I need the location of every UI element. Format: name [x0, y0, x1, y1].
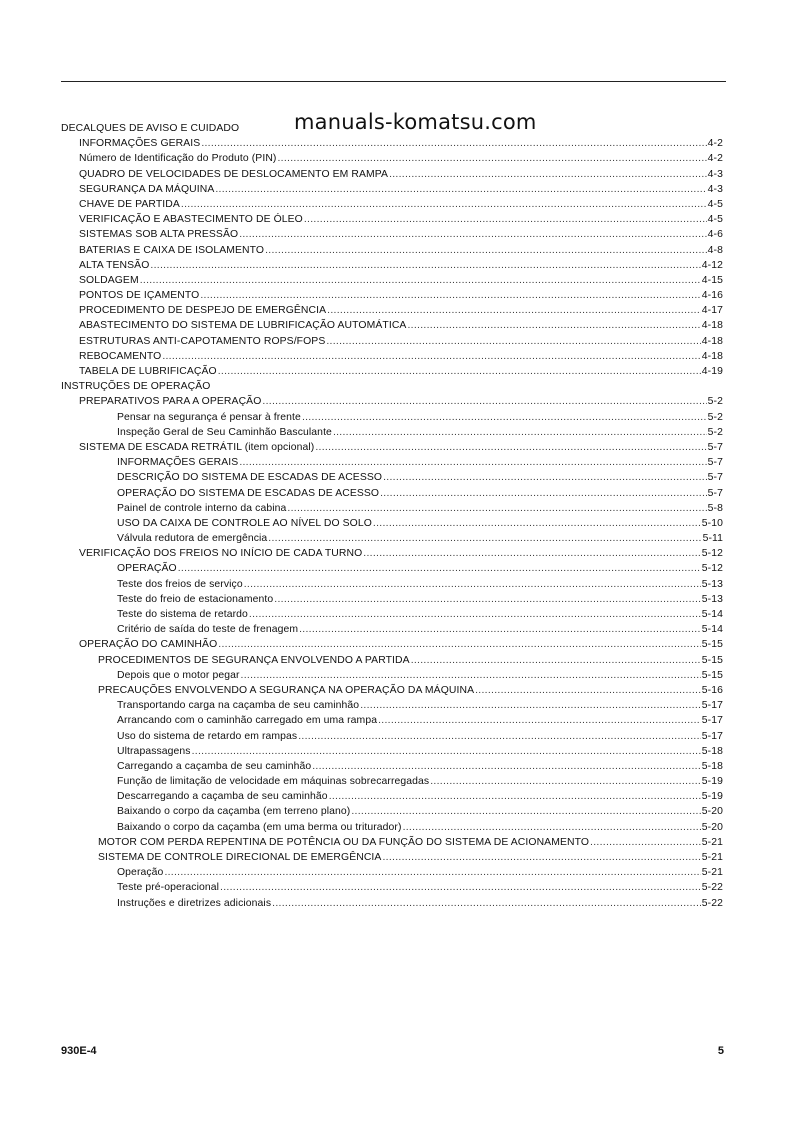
toc-entry-label: PROCEDIMENTOS DE SEGURANÇA ENVOLVENDO A PARTIDA	[98, 654, 410, 666]
toc-dot-leader	[430, 774, 701, 789]
toc-dot-leader	[218, 364, 701, 379]
toc-entry	[61, 227, 723, 242]
toc-entry	[61, 820, 723, 835]
toc-dot-leader	[215, 182, 706, 197]
toc-entry-page: 5-20	[701, 821, 723, 833]
toc-dot-leader	[140, 273, 701, 288]
toc-dot-leader	[389, 167, 707, 182]
toc-entry-page: 4-6	[707, 229, 723, 241]
toc-entry-label: Número de Identificação do Produto (PIN)	[79, 153, 277, 165]
toc-entry-label: Baixando o corpo da caçamba (em uma berma ou triturador)	[117, 821, 402, 833]
toc-entry-label: SOLDAGEM	[79, 274, 139, 286]
toc-entry	[61, 410, 723, 425]
toc-entry	[61, 850, 723, 865]
toc-entry	[61, 516, 723, 531]
toc-entry-page: 5-15	[701, 669, 723, 681]
toc-entry-label: Carregando a caçamba de seu caminhão	[117, 760, 312, 772]
toc-entry-page: 5-7	[707, 441, 723, 453]
toc-entry-label: INFORMAÇÕES GERAIS	[117, 457, 239, 469]
toc-entry-label: Uso do sistema de retardo em rampas	[117, 730, 298, 742]
toc-entry-label: Inspeção Geral de Seu Caminhão Basculante	[117, 426, 332, 438]
toc-entry	[61, 501, 723, 516]
toc-entry-page: 5-2	[707, 411, 723, 423]
toc-entry-page: 5-13	[701, 593, 723, 605]
toc-entry-label: DESCRIÇÃO DO SISTEMA DE ESCADAS DE ACESSO	[117, 472, 383, 484]
toc-entry-label: Instruções e diretrizes adicionais	[117, 897, 272, 909]
toc-entry	[61, 440, 723, 455]
toc-dot-leader	[373, 516, 701, 531]
footer-model: 930E-4	[61, 1045, 97, 1057]
toc-dot-leader	[403, 820, 701, 835]
toc-entry-page: 5-18	[701, 745, 723, 757]
toc-entry-page: 4-5	[707, 198, 723, 210]
toc-entry-page: 5-22	[701, 882, 723, 894]
toc-entry-label: OPERAÇÃO DO SISTEMA DE ESCADAS DE ACESSO	[117, 487, 380, 499]
toc-entry-label: BATERIAS E CAIXA DE ISOLAMENTO	[79, 244, 265, 256]
toc-entry-page: 5-14	[701, 624, 723, 636]
toc-entry-label: Função de limitação de velocidade em máquinas sobrecarregadas	[117, 776, 430, 788]
toc-dot-leader	[382, 850, 700, 865]
toc-entry	[61, 865, 723, 880]
toc-dot-leader	[590, 835, 701, 850]
toc-entry-label: Teste pré-operacional	[117, 882, 220, 894]
toc-entry-page: 5-22	[701, 897, 723, 909]
toc-entry	[61, 379, 723, 394]
toc-entry	[61, 470, 723, 485]
toc-entry	[61, 212, 723, 227]
toc-entry	[61, 425, 723, 440]
toc-entry	[61, 713, 723, 728]
toc-entry-page: 5-21	[701, 867, 723, 879]
toc-entry-page: 4-15	[701, 274, 723, 286]
toc-dot-leader	[360, 698, 701, 713]
toc-entry	[61, 167, 723, 182]
toc-entry-label: Depois que o motor pegar	[117, 669, 240, 681]
toc-dot-leader	[327, 303, 701, 318]
toc-dot-leader	[378, 713, 701, 728]
toc-entry	[61, 303, 723, 318]
table-of-contents	[61, 121, 723, 911]
toc-dot-leader	[302, 410, 707, 425]
toc-dot-leader	[218, 637, 701, 652]
toc-dot-leader	[150, 258, 700, 273]
toc-entry-page: 5-7	[707, 487, 723, 499]
toc-dot-leader	[268, 531, 701, 546]
toc-entry-label: INSTRUÇÕES DE OPERAÇÃO	[61, 381, 211, 393]
toc-entry-label: INFORMAÇÕES GERAIS	[79, 138, 201, 150]
toc-entry	[61, 744, 723, 759]
toc-entry-page: 5-12	[701, 563, 723, 575]
toc-entry-label: Teste do sistema de retardo	[117, 609, 248, 620]
toc-entry	[61, 455, 723, 470]
toc-dot-leader	[407, 318, 700, 333]
toc-entry	[61, 683, 723, 698]
toc-dot-leader	[277, 151, 706, 166]
toc-entry-page: 4-18	[701, 335, 723, 347]
toc-entry-page: 5-17	[701, 700, 723, 712]
toc-entry-label: Transportando carga na caçamba de seu caminhão	[117, 700, 360, 712]
toc-entry-page: 4-3	[707, 168, 723, 180]
toc-entry-page: 5-15	[701, 639, 723, 651]
toc-entry-label: USO DA CAIXA DE CONTROLE AO NÍVEL DO SOLO	[117, 517, 372, 529]
toc-dot-leader	[239, 455, 706, 470]
toc-entry-label: MOTOR COM PERDA REPENTINA DE POTÊNCIA OU DA FUNÇÃO DO SISTEMA DE ACIONAMENTO	[98, 836, 590, 848]
header-rule	[61, 81, 726, 82]
toc-entry	[61, 729, 723, 744]
toc-entry	[61, 151, 723, 166]
toc-dot-leader	[220, 880, 701, 895]
watermark: manuals-komatsu.com	[294, 110, 537, 134]
toc-entry-page: 5-8	[707, 502, 723, 514]
toc-entry	[61, 774, 723, 789]
toc-entry	[61, 121, 723, 136]
toc-entry	[61, 577, 723, 592]
toc-entry	[61, 607, 723, 622]
toc-entry-label: SEGURANÇA DA MÁQUINA	[79, 183, 215, 195]
toc-entry-label: Critério de saída do teste de frenagem	[117, 624, 299, 636]
toc-entry	[61, 334, 723, 349]
toc-entry	[61, 653, 723, 668]
toc-entry-label: Pensar na segurança é pensar à frente	[117, 411, 301, 423]
toc-entry-label: DECALQUES DE AVISO E CUIDADO	[61, 123, 240, 134]
toc-entry-page: 5-11	[702, 533, 723, 545]
toc-entry-page: 4-12	[701, 259, 723, 271]
toc-dot-leader	[383, 470, 707, 485]
toc-entry-label: SISTEMA DE CONTROLE DIRECIONAL DE EMERGÊNCIA	[98, 852, 382, 863]
toc-dot-leader	[164, 865, 700, 880]
toc-entry-page: 5-7	[707, 457, 723, 469]
toc-dot-leader	[178, 561, 701, 576]
toc-entry-page: 4-2	[707, 153, 723, 165]
toc-entry	[61, 364, 723, 379]
toc-dot-leader	[287, 501, 706, 516]
toc-entry-label: PROCEDIMENTO DE DESPEJO DE EMERGÊNCIA	[79, 305, 327, 317]
toc-entry	[61, 243, 723, 258]
toc-entry-page: 5-19	[701, 776, 723, 788]
toc-entry-page: 4-19	[701, 366, 723, 377]
toc-dot-leader	[192, 744, 701, 759]
toc-entry-page: 4-3	[707, 183, 723, 195]
toc-entry	[61, 197, 723, 212]
toc-entry	[61, 349, 723, 364]
toc-dot-leader	[380, 486, 707, 501]
toc-dot-leader	[304, 212, 707, 227]
toc-dot-leader	[239, 227, 706, 242]
toc-entry-label: QUADRO DE VELOCIDADES DE DESLOCAMENTO EM RAMPA	[79, 168, 389, 180]
toc-dot-leader	[315, 440, 706, 455]
toc-entry	[61, 182, 723, 197]
toc-entry-label: Teste do freio de estacionamento	[117, 593, 274, 605]
toc-entry-label: Arrancando com o caminhão carregado em uma rampa	[117, 715, 378, 727]
toc-entry-page: 5-10	[701, 517, 723, 529]
toc-entry-label: Baixando o corpo da caçamba (em terreno plano)	[117, 806, 351, 818]
toc-entry-label: VERIFICAÇÃO E ABASTECIMENTO DE ÓLEO	[79, 214, 303, 226]
toc-dot-leader	[326, 334, 700, 349]
toc-entry-page: 4-16	[701, 290, 723, 302]
toc-entry-page: 5-17	[701, 715, 723, 727]
toc-dot-leader	[201, 136, 706, 151]
toc-entry-page: 5-18	[701, 760, 723, 772]
toc-entry	[61, 789, 723, 804]
toc-dot-leader	[299, 622, 701, 637]
toc-entry	[61, 804, 723, 819]
toc-dot-leader	[411, 653, 701, 668]
toc-entry-label: SISTEMAS SOB ALTA PRESSÃO	[79, 229, 239, 241]
toc-entry	[61, 273, 723, 288]
toc-entry	[61, 258, 723, 273]
toc-entry-label: SISTEMA DE ESCADA RETRÁTIL (item opcional)	[79, 441, 315, 453]
toc-entry-page: 4-5	[707, 214, 723, 226]
toc-dot-leader	[298, 729, 701, 744]
toc-dot-leader	[262, 394, 706, 409]
toc-dot-leader	[200, 288, 700, 303]
toc-dot-leader	[329, 789, 701, 804]
toc-entry-page: 5-12	[701, 548, 723, 560]
toc-entry-label: Operação	[117, 867, 164, 879]
toc-entry	[61, 592, 723, 607]
footer-page-number: 5	[717, 1045, 724, 1057]
toc-dot-leader	[274, 592, 701, 607]
toc-entry-label: Painel de controle interno da cabina	[117, 502, 287, 514]
toc-entry	[61, 136, 723, 151]
toc-entry	[61, 835, 723, 850]
toc-dot-leader	[162, 349, 700, 364]
toc-entry-page: 5-20	[701, 806, 723, 818]
toc-entry	[61, 668, 723, 683]
toc-entry-label: ALTA TENSÃO	[79, 259, 150, 271]
toc-entry-label: REBOCAMENTO	[79, 350, 162, 362]
toc-entry	[61, 637, 723, 652]
toc-entry-page: 5-15	[701, 654, 723, 666]
toc-entry-label: PONTOS DE IÇAMENTO	[79, 290, 200, 302]
toc-dot-leader	[333, 425, 707, 440]
toc-entry-page: 5-14	[701, 609, 723, 620]
toc-entry-label: ABASTECIMENTO DO SISTEMA DE LUBRIFICAÇÃO AUTOMÁTICA	[79, 320, 407, 332]
toc-dot-leader	[363, 546, 701, 561]
toc-entry	[61, 546, 723, 561]
toc-entry-page: 5-19	[701, 791, 723, 803]
toc-entry-label: OPERAÇÃO	[117, 563, 177, 575]
toc-entry-label: TABELA DE LUBRIFICAÇÃO	[79, 366, 217, 377]
toc-entry-label: Ultrapassagens	[117, 745, 191, 757]
toc-dot-leader	[241, 668, 701, 683]
toc-dot-leader	[312, 759, 701, 774]
toc-entry-page: 4-2	[707, 138, 723, 150]
toc-entry-page: 4-18	[701, 320, 723, 332]
toc-dot-leader	[249, 607, 701, 622]
toc-entry-page: 5-16	[701, 684, 723, 696]
toc-entry-label: Teste dos freios de serviço	[117, 578, 243, 590]
toc-entry-page: 5-2	[707, 396, 723, 408]
toc-entry	[61, 318, 723, 333]
toc-dot-leader	[272, 896, 701, 911]
toc-entry-page: 5-2	[707, 426, 723, 438]
toc-entry-page: 5-17	[701, 730, 723, 742]
toc-entry-page: 4-8	[707, 244, 723, 256]
toc-entry	[61, 896, 723, 911]
toc-dot-leader	[475, 683, 701, 698]
toc-entry	[61, 561, 723, 576]
toc-entry-page: 4-18	[701, 350, 723, 362]
toc-entry-label: ESTRUTURAS ANTI-CAPOTAMENTO ROPS/FOPS	[79, 335, 326, 347]
toc-entry-label: VERIFICAÇÃO DOS FREIOS NO INÍCIO DE CADA TURNO	[79, 548, 363, 560]
toc-entry	[61, 698, 723, 713]
toc-entry	[61, 759, 723, 774]
toc-entry-label: PRECAUÇÕES ENVOLVENDO A SEGURANÇA NA OPERAÇÃO DA MÁQUINA	[98, 684, 475, 696]
toc-entry-page: 5-7	[707, 472, 723, 484]
toc-dot-leader	[351, 804, 700, 819]
toc-entry-page: 5-21	[701, 836, 723, 848]
toc-entry	[61, 880, 723, 895]
toc-entry-label: CHAVE DE PARTIDA	[79, 198, 180, 210]
toc-dot-leader	[265, 243, 707, 258]
toc-entry-label: Descarregando a caçamba de seu caminhão	[117, 791, 328, 803]
toc-entry-page: 5-21	[701, 852, 723, 863]
toc-entry-page: 4-17	[701, 305, 723, 317]
toc-entry-label: PREPARATIVOS PARA A OPERAÇÃO	[79, 396, 262, 408]
toc-entry-page: 5-13	[701, 578, 723, 590]
toc-entry	[61, 288, 723, 303]
toc-entry-label: OPERAÇÃO DO CAMINHÃO	[79, 639, 218, 651]
toc-dot-leader	[244, 577, 701, 592]
toc-entry	[61, 622, 723, 637]
toc-dot-leader	[181, 197, 707, 212]
toc-entry	[61, 531, 723, 546]
toc-entry-label: Válvula redutora de emergência	[117, 533, 268, 545]
toc-entry	[61, 486, 723, 501]
toc-entry	[61, 394, 723, 409]
